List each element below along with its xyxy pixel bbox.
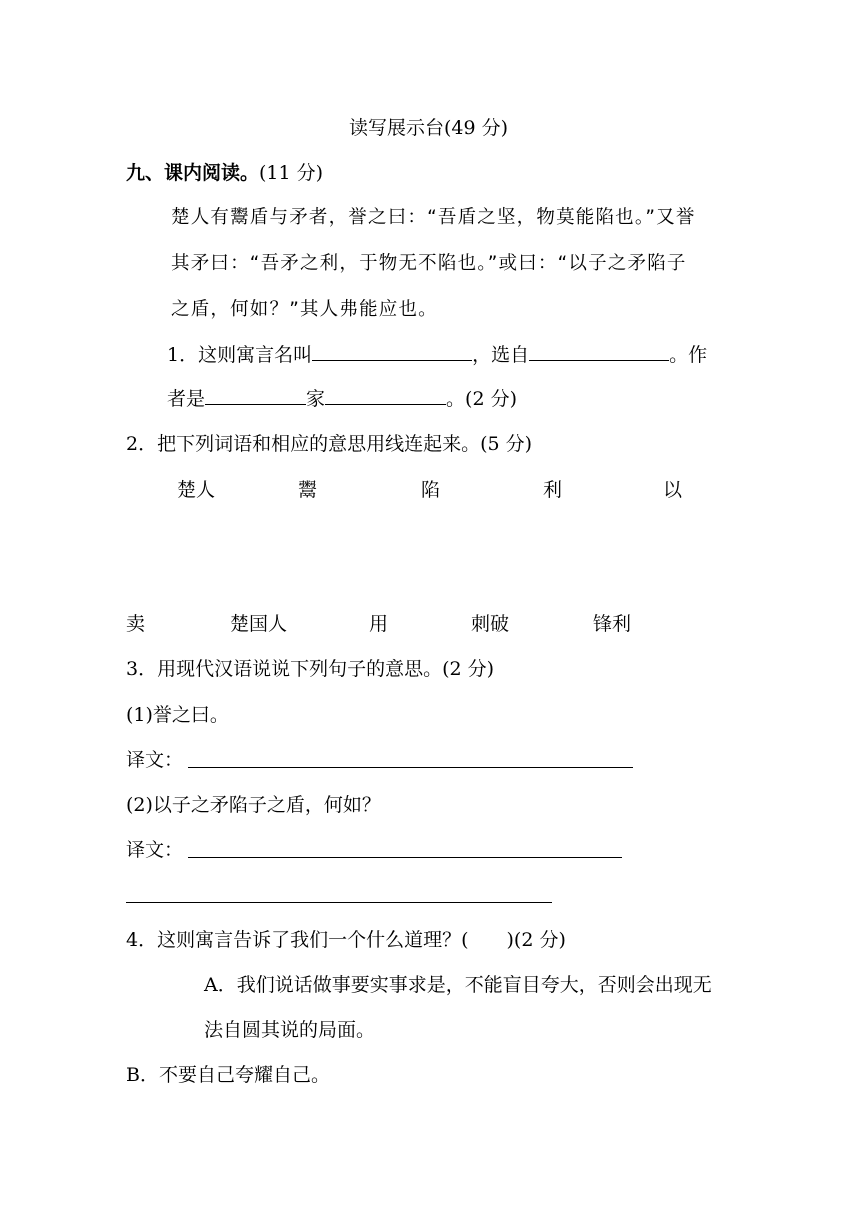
passage-line-2: 其矛曰：“吾矛之利，于物无不陷也。”或曰：“以子之矛陷子 <box>171 253 687 274</box>
question-1-line-2 <box>167 386 517 412</box>
match-word-top[interactable]: 利 <box>543 479 563 501</box>
translation-2-line[interactable] <box>188 857 622 858</box>
page-title: 读写展示台(49 分) <box>349 117 509 139</box>
option-a-line-2[interactable]: 法自圆其说的局面。 <box>204 1019 376 1041</box>
source-blank[interactable] <box>529 342 669 361</box>
question-1-line-1 <box>167 342 707 368</box>
translation-2-line-cont[interactable] <box>126 902 552 903</box>
match-word-bottom[interactable]: 楚国人 <box>230 613 288 635</box>
question-1-number: 1． <box>167 344 199 366</box>
match-word-bottom[interactable]: 刺破 <box>471 613 510 635</box>
question-3-text: 3．用现代汉语说说下列句子的意思。(2 分) <box>126 658 495 680</box>
author-blank[interactable] <box>205 386 306 405</box>
match-word-bottom[interactable]: 用 <box>369 613 389 635</box>
question-1-text-c: 。作 <box>669 344 708 366</box>
translation-1-line[interactable] <box>188 767 633 768</box>
match-word-top[interactable]: 陷 <box>421 479 441 501</box>
match-word-bottom[interactable]: 锋利 <box>593 613 632 635</box>
option-a-line-1[interactable]: A．我们说话做事要实事求是，不能盲目夸大，否则会出现无 <box>204 974 712 996</box>
match-word-bottom[interactable]: 卖 <box>126 613 146 635</box>
question-1-text-e: 家 <box>306 388 326 410</box>
question-1-text-a: 这则寓言名叫 <box>198 344 313 366</box>
question-1-text-f: 。(2 分) <box>446 388 517 410</box>
question-1-text-d: 者是 <box>167 388 206 410</box>
section-label: 九、课内阅读。 <box>126 162 260 184</box>
sentence-2: (2)以子之矛陷子之盾，何如？ <box>126 794 381 816</box>
sentence-1: (1)誉之曰。 <box>126 704 229 726</box>
school-blank[interactable] <box>325 386 446 405</box>
translation-label-1: 译文： <box>126 749 184 771</box>
match-word-top[interactable]: 鬻 <box>298 479 318 501</box>
section-heading <box>126 160 323 186</box>
passage-line-1: 楚人有鬻盾与矛者，誉之曰：“吾盾之坚，物莫能陷也。”又誉 <box>171 207 696 228</box>
match-word-top[interactable]: 楚人 <box>177 479 216 501</box>
question-1-text-b: ，选自 <box>472 344 530 366</box>
fable-name-blank[interactable] <box>312 342 472 361</box>
question-2-text: 2．把下列词语和相应的意思用线连起来。(5 分) <box>126 433 533 455</box>
translation-label-2: 译文： <box>126 839 184 861</box>
section-score: (11 分) <box>259 162 324 184</box>
match-word-top[interactable]: 以 <box>663 479 683 501</box>
passage-line-3: 之盾，何如？”其人弗能应也。 <box>171 299 438 320</box>
option-b[interactable]: B．不要自己夸耀自己。 <box>126 1064 330 1086</box>
question-4-text: 4．这则寓言告诉了我们一个什么道理？( )(2 分) <box>126 929 566 951</box>
